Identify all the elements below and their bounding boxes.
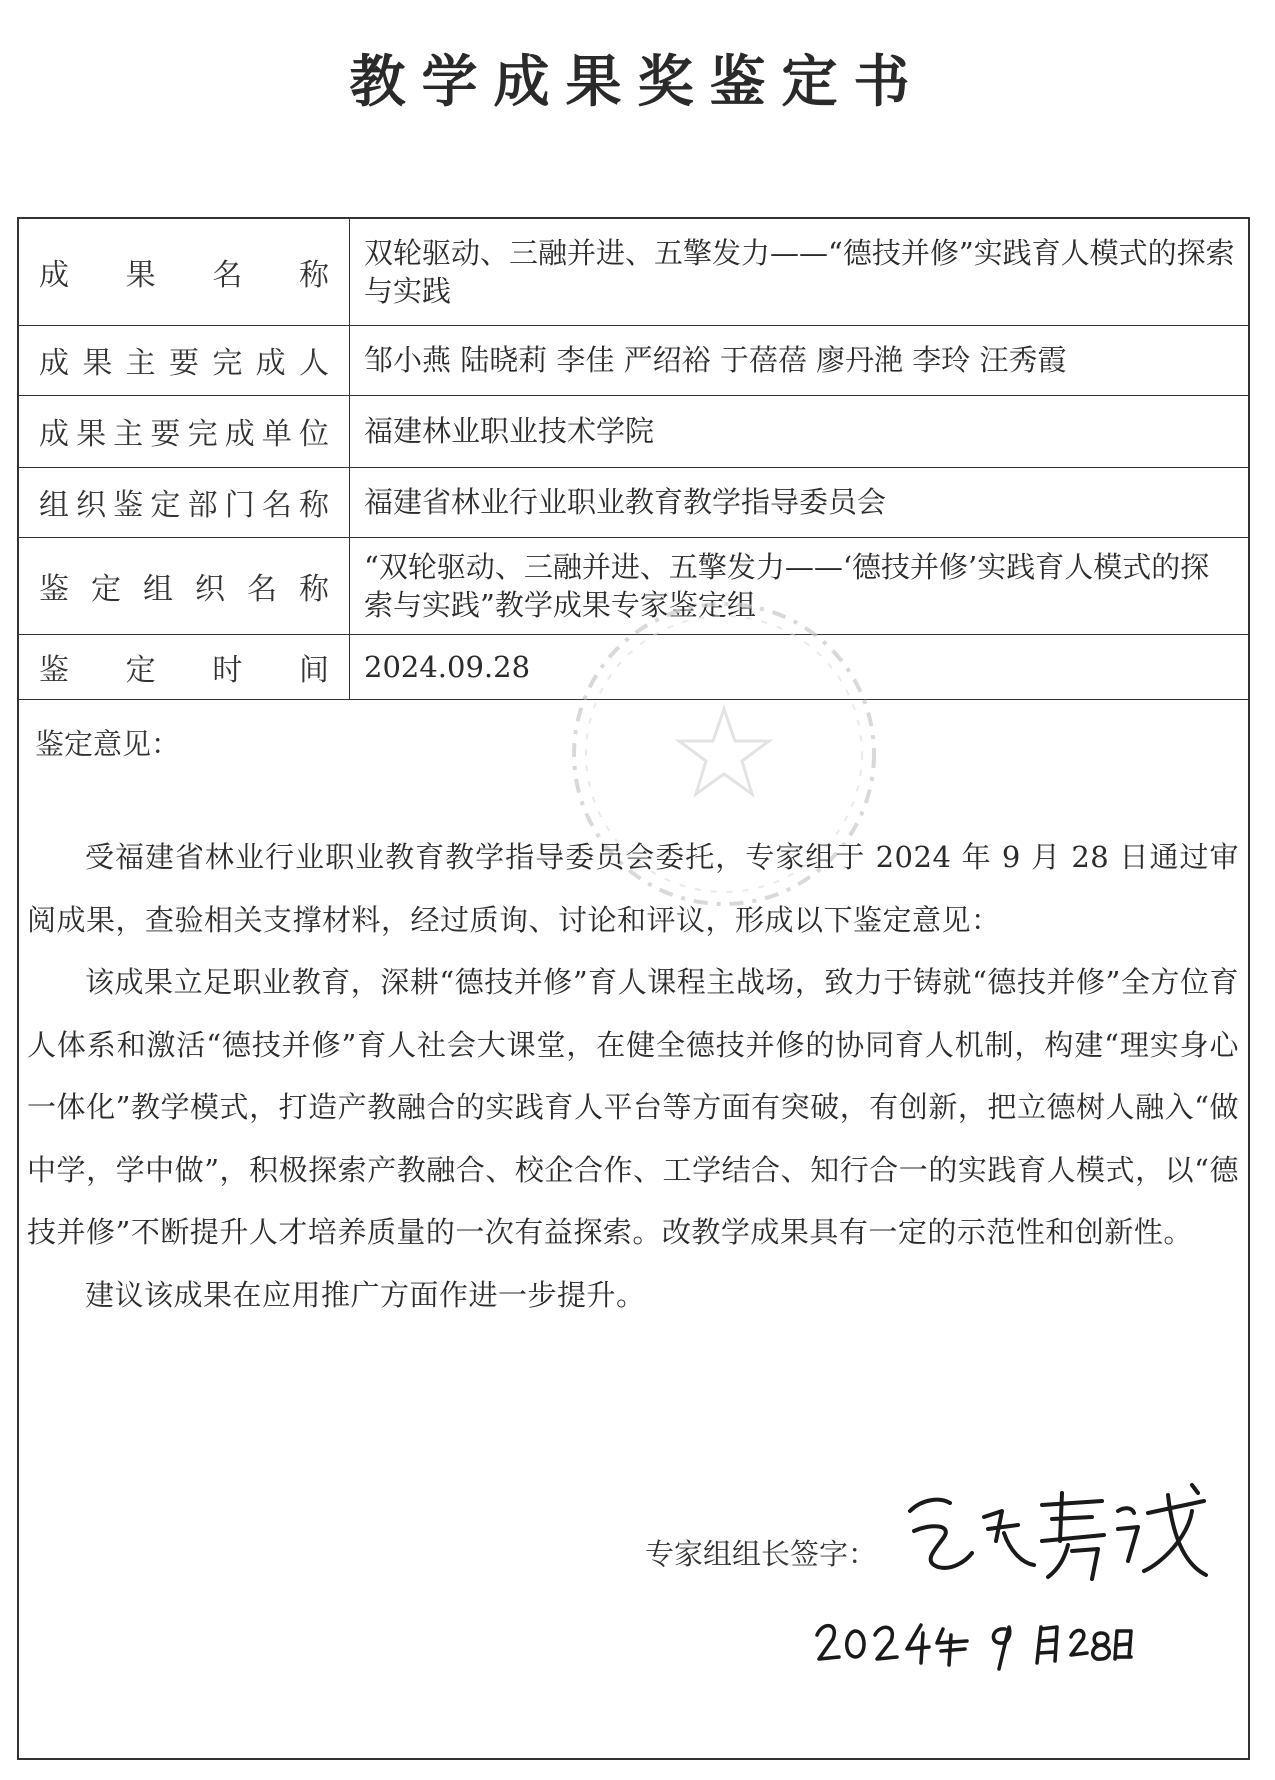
completers-value: 邹小燕 陆晓莉 李佳 严绍裕 于蓓蓓 廖丹滟 李玲 汪秀霞	[350, 325, 1249, 395]
label-char: 称	[299, 571, 329, 607]
organizing-department-value: 福建省林业行业职业教育教学指导委员会	[350, 467, 1249, 537]
label-char: 门	[224, 488, 255, 523]
label-char: 定	[91, 571, 121, 607]
label-char: 定	[125, 652, 156, 688]
document-title: 教学成果奖鉴定书	[349, 50, 926, 115]
label-char: 称	[298, 488, 329, 523]
label-char: 鉴	[39, 652, 69, 688]
label-char: 位	[298, 417, 329, 452]
handwritten-signature-icon	[892, 1471, 1232, 1591]
label-char: 鉴	[39, 571, 69, 607]
label-char: 部	[187, 488, 218, 523]
label-char: 成	[39, 346, 69, 381]
row-label	[19, 634, 350, 699]
label-char: 果	[82, 346, 113, 381]
row-label	[19, 219, 350, 325]
label-char: 名	[261, 488, 292, 523]
label-char: 要	[168, 346, 199, 381]
label-char: 要	[150, 417, 181, 452]
label-char: 组	[143, 571, 173, 607]
table-row	[19, 219, 1248, 325]
label-char: 完	[187, 417, 218, 452]
achievement-name-value: 双轮驱动、三融并进、五擎发力——“德技并修”实践育人模式的探索与实践	[350, 219, 1249, 325]
label-char: 果	[125, 257, 156, 293]
label-char: 名	[212, 257, 243, 293]
label-char: 果	[76, 417, 107, 452]
spread-label	[39, 564, 329, 608]
opinion-paragraph-2: 该成果立足职业教育，深耕“德技并修”育人课程主战场，致力于铸就“德技并修”全方位育人体系和激活“德技并修”育人社会大课堂，在健全德技并修的协同育人机制，构建“理实身心一体化”教学模式，打造产教融合的实践育人平台等方面有突破，有创新，把立德树人融入“做中学，学中做”，积极探索产教融合、校企合作、工学结合、知行合一的实践育人模式，以“德技并修”不断提升人才培养质量的一次有益探索。改教学成果具有一定的示范性和创新性。	[27, 965, 1239, 1249]
label-char: 成	[39, 257, 69, 293]
label-char: 成	[255, 346, 286, 381]
appraisal-date-value: 2024.09.28	[350, 634, 1249, 699]
spread-label	[39, 645, 329, 689]
spread-label	[39, 409, 329, 453]
label-char: 时	[212, 652, 243, 688]
row-label	[19, 537, 350, 634]
table-row	[19, 467, 1248, 537]
label-char: 名	[247, 571, 277, 607]
signature-label: 专家组组长签字：	[645, 1537, 878, 1571]
label-char: 鉴	[113, 488, 144, 523]
handwritten-date-icon	[809, 1607, 1139, 1677]
row-label	[19, 467, 350, 537]
table-row	[19, 325, 1248, 395]
opinion-body	[27, 826, 1239, 1326]
spread-label	[39, 338, 329, 382]
label-char: 单	[261, 417, 292, 452]
row-label	[19, 325, 350, 395]
label-char: 称	[298, 257, 329, 293]
appraisal-group-value: “双轮驱动、三融并进、五擎发力——‘德技并修’实践育人模式的探索与实践”教学成果专家鉴定组	[350, 537, 1249, 634]
label-char: 主	[113, 417, 144, 452]
opinion-label: 鉴定意见：	[35, 727, 181, 761]
label-char: 完	[212, 346, 243, 381]
label-char: 人	[298, 346, 329, 381]
spread-label	[39, 480, 329, 524]
label-char: 成	[224, 417, 255, 452]
label-char: 间	[298, 652, 329, 688]
label-char: 主	[125, 346, 156, 381]
completing-unit-value: 福建林业职业技术学院	[350, 395, 1249, 467]
label-char: 成	[39, 417, 69, 452]
opinion-paragraph-3: 建议该成果在应用推广方面作进一步提升。	[85, 1277, 646, 1312]
table-row	[19, 395, 1248, 467]
spread-label	[39, 250, 329, 294]
label-char: 织	[195, 571, 225, 607]
label-char: 织	[76, 488, 107, 523]
label-char: 组	[39, 488, 69, 523]
appraisal-sheet	[17, 217, 1250, 1760]
row-label	[19, 395, 350, 467]
opinion-paragraph-1: 受福建省林业行业职业教育教学指导委员会委托，专家组于 2024 年 9 月 28 日通过审阅成果，查验相关支撑材料，经过质询、讨论和评议，形成以下鉴定意见：	[27, 840, 1239, 937]
label-char: 定	[150, 488, 181, 523]
